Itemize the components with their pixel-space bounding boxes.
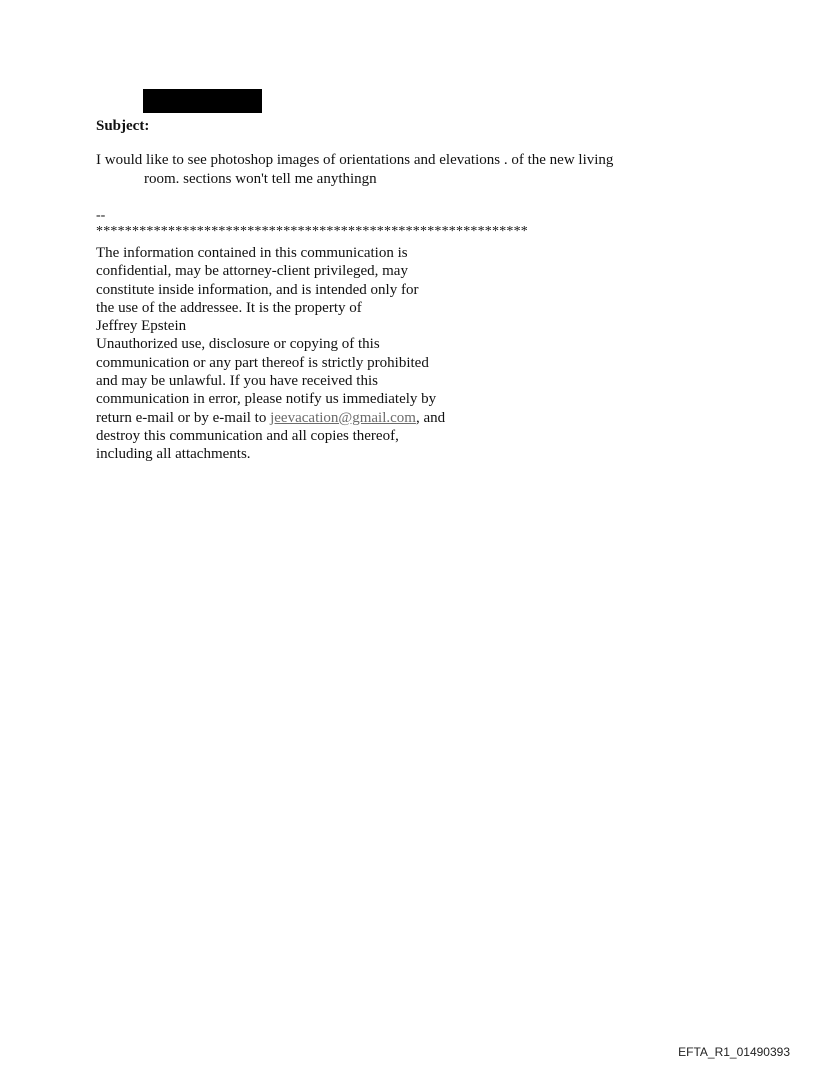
redaction-block bbox=[143, 89, 262, 113]
signature-stars: ************************************************************ bbox=[96, 224, 528, 239]
disclaimer-line: Unauthorized use, disclosure or copying of this bbox=[96, 336, 380, 353]
disclaimer-line: constitute inside information, and is intended only for bbox=[96, 281, 419, 298]
disclaimer-line: The information contained in this communication is bbox=[96, 245, 408, 261]
return-prefix: return e-mail or by e-mail to bbox=[96, 409, 271, 426]
disclaimer-line: confidential, may be attorney-client privileged, may bbox=[96, 263, 408, 280]
disclaimer-line: and may be unlawful. If you have received this bbox=[96, 373, 378, 390]
disclaimer-line: including all attachments. bbox=[96, 446, 251, 463]
disclaimer-line: the use of the addressee. It is the property of bbox=[96, 299, 362, 316]
confidentiality-disclaimer bbox=[96, 244, 476, 464]
message-body bbox=[96, 151, 696, 189]
message-line-1: I would like to see photoshop images of orientations and elevations . of the new living bbox=[96, 152, 614, 168]
return-suffix: , and bbox=[415, 409, 446, 426]
disclaimer-return-line bbox=[96, 409, 476, 427]
signature-separator: -- bbox=[96, 208, 106, 223]
disclaimer-line: Jeffrey Epstein bbox=[96, 318, 187, 335]
disclaimer-line: communication or any part thereof is strictly prohibited bbox=[96, 354, 429, 371]
message-line-2: room. sections won't tell me anythingn bbox=[144, 171, 377, 187]
document-id: EFTA_R1_01490393 bbox=[678, 1045, 790, 1059]
email-link[interactable]: jeevacation@gmail.com bbox=[270, 409, 416, 426]
disclaimer-line: communication in error, please notify us immediately by bbox=[96, 391, 437, 408]
disclaimer-line: destroy this communication and all copies thereof, bbox=[96, 427, 399, 444]
subject-label: Subject: bbox=[96, 118, 150, 134]
